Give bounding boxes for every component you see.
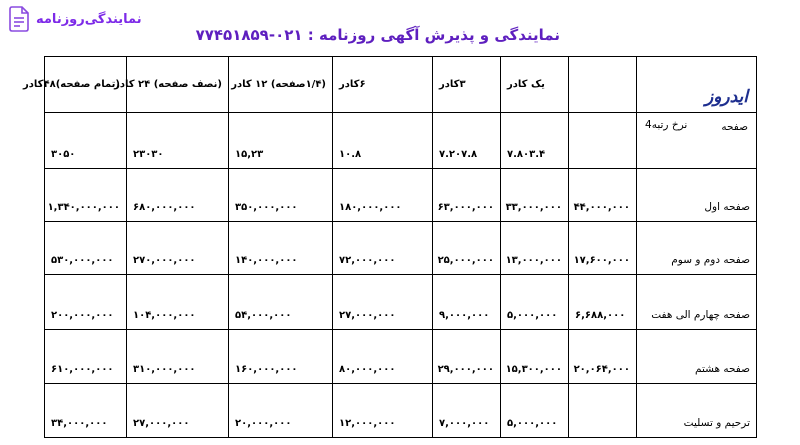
table-cell: ۲۰,۰۶۴,۰۰۰	[569, 330, 637, 384]
brand-text: نمایندگی‌روزنامه	[36, 11, 142, 27]
table-cell: ۳۱۰,۰۰۰,۰۰۰	[127, 330, 229, 384]
table-body	[23, 57, 757, 438]
corner-row-label: صفحه	[721, 120, 748, 133]
subheader-cell: ۷.۸۰۳.۴	[501, 113, 569, 169]
row-label: صفحه هشتم	[637, 330, 757, 384]
table-cell	[569, 384, 637, 438]
page-title: نمایندگی و پذیرش آگهی روزنامه : ۰۲۱-۷۷۴۵۱۸۵۹	[195, 26, 560, 44]
table-cell: ۱۶۰,۰۰۰,۰۰۰	[229, 330, 333, 384]
table-cell: ۴۴,۰۰۰,۰۰۰	[569, 169, 637, 222]
table-cell: ۶۳,۰۰۰,۰۰۰	[433, 169, 501, 222]
table-cell: ۵۴,۰۰۰,۰۰۰	[229, 275, 333, 330]
table-cell: ۲۷,۰۰۰,۰۰۰	[127, 384, 229, 438]
row-label: ترحیم و تسلیت	[637, 384, 757, 438]
row-label: صفحه اول	[637, 169, 757, 222]
header-cell: (۱/۴صفحه) ۱۲ کادر	[229, 57, 333, 113]
table-cell: ۹,۰۰۰,۰۰۰	[433, 275, 501, 330]
subheader-cell: ۷.۲۰۷.۸	[433, 113, 501, 169]
header-cell: (نصف صفحه) ۲۴ کادر	[127, 57, 229, 113]
table-cell: ۲۹,۰۰۰,۰۰۰	[433, 330, 501, 384]
subheader-cell: ۱۵,۲۳	[229, 113, 333, 169]
table-cell: ۱,۳۴۰,۰۰۰,۰۰۰	[45, 169, 127, 222]
subheader-cell: ۲۳۰۳۰	[127, 113, 229, 169]
table-cell: ۲۵,۰۰۰,۰۰۰	[433, 222, 501, 275]
table-cell: ۶,۶۸۸,۰۰۰	[569, 275, 637, 330]
header-empty	[569, 57, 637, 113]
table-cell: ۲۰,۰۰۰,۰۰۰	[229, 384, 333, 438]
table-cell: ۶۸۰,۰۰۰,۰۰۰	[127, 169, 229, 222]
corner-cell	[637, 57, 757, 133]
table-cell: ۱۰۴,۰۰۰,۰۰۰	[127, 275, 229, 330]
document-icon	[8, 6, 30, 32]
table-row	[45, 222, 757, 275]
table-cell: ۲۰۰,۰۰۰,۰۰۰	[45, 275, 127, 330]
header-row	[45, 57, 757, 113]
table-cell: ۱۵,۳۰۰,۰۰۰	[501, 330, 569, 384]
table-row	[45, 275, 757, 330]
table-row	[45, 330, 757, 384]
table-cell: ۱۳,۰۰۰,۰۰۰	[501, 222, 569, 275]
table-cell: ۵۳۰,۰۰۰,۰۰۰	[45, 222, 127, 275]
table-row	[45, 384, 757, 438]
table-cell: ۵,۰۰۰,۰۰۰	[501, 275, 569, 330]
subheader-empty	[569, 113, 637, 169]
header-cell: (تمام صفحه)۴۸کادر	[45, 57, 127, 113]
table-cell: ۸۰,۰۰۰,۰۰۰	[333, 330, 433, 384]
table-cell: ۲۷۰,۰۰۰,۰۰۰	[127, 222, 229, 275]
table-cell: ۶۱۰,۰۰۰,۰۰۰	[45, 330, 127, 384]
table-cell: ۱۲,۰۰۰,۰۰۰	[333, 384, 433, 438]
table-cell: ۲۷,۰۰۰,۰۰۰	[333, 275, 433, 330]
table-cell: ۷۲,۰۰۰,۰۰۰	[333, 222, 433, 275]
corner-col-label: نرخ رتبه4	[645, 118, 688, 131]
table-cell: ۳۳,۰۰۰,۰۰۰	[501, 169, 569, 222]
table-cell: ۷,۰۰۰,۰۰۰	[433, 384, 501, 438]
rate-table	[23, 56, 757, 438]
subheader-cell: ۳۰۵۰	[45, 113, 127, 169]
subheader-cell: ۱۰.۸	[333, 113, 433, 169]
table-cell: ۱۷,۶۰۰,۰۰۰	[569, 222, 637, 275]
table-cell: ۱۸۰,۰۰۰,۰۰۰	[333, 169, 433, 222]
header-cell: ۶کادر	[333, 57, 433, 113]
header-cell: ۳کادر	[433, 57, 501, 113]
table-row	[45, 169, 757, 222]
brand[interactable]	[8, 6, 142, 32]
table-cell: ۵,۰۰۰,۰۰۰	[501, 384, 569, 438]
row-label: صفحه چهارم الی هفت	[637, 275, 757, 330]
logo: ایدروز	[704, 86, 748, 107]
table-cell: ۳۵۰,۰۰۰,۰۰۰	[229, 169, 333, 222]
table-cell: ۳۴,۰۰۰,۰۰۰	[45, 384, 127, 438]
row-label: صفحه دوم و سوم	[637, 222, 757, 275]
header-cell: یک کادر	[501, 57, 569, 113]
table-cell: ۱۴۰,۰۰۰,۰۰۰	[229, 222, 333, 275]
